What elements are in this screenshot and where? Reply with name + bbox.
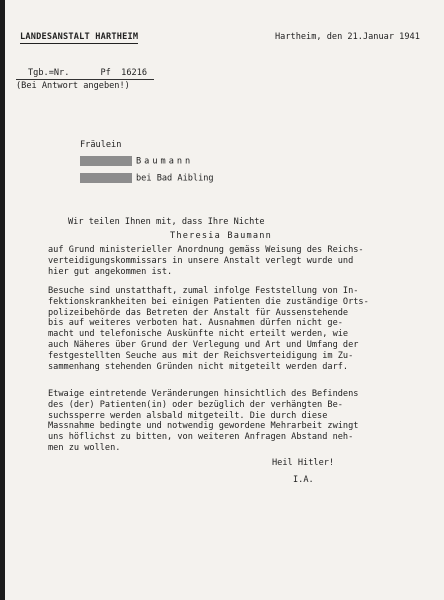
institution-header <box>20 32 138 43</box>
paragraph-line: fektionskrankheiten bei einigen Patienten die zuständige Orts- <box>48 296 369 307</box>
tgb-label: Tgb.=Nr. <box>28 68 70 78</box>
paragraph-line: bis auf weiteres verboten hat. Ausnahmen dürfen nicht ge- <box>48 318 343 329</box>
paragraph-line: Besuche sind unstatthaft, zumal infolge Feststellung von In- <box>48 286 359 296</box>
recipient-surname: Baumann <box>136 156 194 167</box>
recipient-location-line <box>80 173 214 185</box>
paragraph-line: men zu wollen. <box>48 442 121 453</box>
intro-line: Wir teilen Ihnen mit, dass Ihre Nichte <box>68 217 265 227</box>
paragraph-line: hier gut angekommen ist. <box>48 266 173 277</box>
redacted-first-name <box>80 156 132 166</box>
redacted-address <box>80 173 132 183</box>
institution-name: LANDESANSTALT HARTHEIM <box>20 32 139 42</box>
closing-greeting: Heil Hitler! <box>272 458 335 468</box>
paragraph-line: festgestellten Seuche aus mit der Reichsverteidigung im Zu- <box>48 350 354 361</box>
signature: I.A. <box>293 475 314 485</box>
paragraph-line: des (der) Patienten(in) oder bezüglich der verhängten Be- <box>48 399 343 410</box>
paragraph-line: auch Näheres über Grund der Verlegung und Art und Umfang der <box>48 339 359 350</box>
patient-name: Theresia Baumann <box>170 231 272 241</box>
recipient-location: bei Bad Aibling <box>136 173 214 184</box>
paragraph-line: Etwaige eintretende Veränderungen hinsichtlich des Befindens <box>48 389 359 399</box>
pf-label: Pf <box>100 68 111 78</box>
paragraph-transfer <box>48 245 433 277</box>
paragraph-line: sammenhang stehenden Gründen nicht mitgeteilt werden darf. <box>48 361 349 372</box>
recipient-surname-line <box>80 156 193 168</box>
paragraph-line: Massnahme bedingte und notwendig gewordene Mehrarbeit zwingt <box>48 421 359 432</box>
reference-line <box>28 68 147 79</box>
paragraph-line: verteidigungskommissars in unsere Anstalt verlegt wurde und <box>48 255 354 266</box>
paragraph-line: auf Grund ministerieller Anordnung gemäss Weisung des Reichs- <box>48 245 364 255</box>
pf-number: 16216 <box>121 68 148 78</box>
paragraph-line: polizeibehörde das Betreten der Anstalt für Aussenstehende <box>48 307 349 318</box>
paragraph-line: uns höflichst zu bitten, von weiteren Anfragen Abstand neh- <box>48 432 354 443</box>
paragraph-visits <box>48 286 433 372</box>
reply-note: (Bei Antwort angeben!) <box>16 81 130 91</box>
paragraph-line: macht und telefonische Auskünfte nicht erteilt werden, wie <box>48 329 349 340</box>
place-date: Hartheim, den 21.Januar 1941 <box>275 32 420 42</box>
paragraph-changes <box>48 389 433 454</box>
recipient-salutation: Fräulein <box>80 140 122 150</box>
scan-edge <box>0 0 5 600</box>
paragraph-line: suchssperre werden alsbald mitgeteilt. Die durch diese <box>48 410 328 421</box>
reference-rule <box>16 79 154 80</box>
